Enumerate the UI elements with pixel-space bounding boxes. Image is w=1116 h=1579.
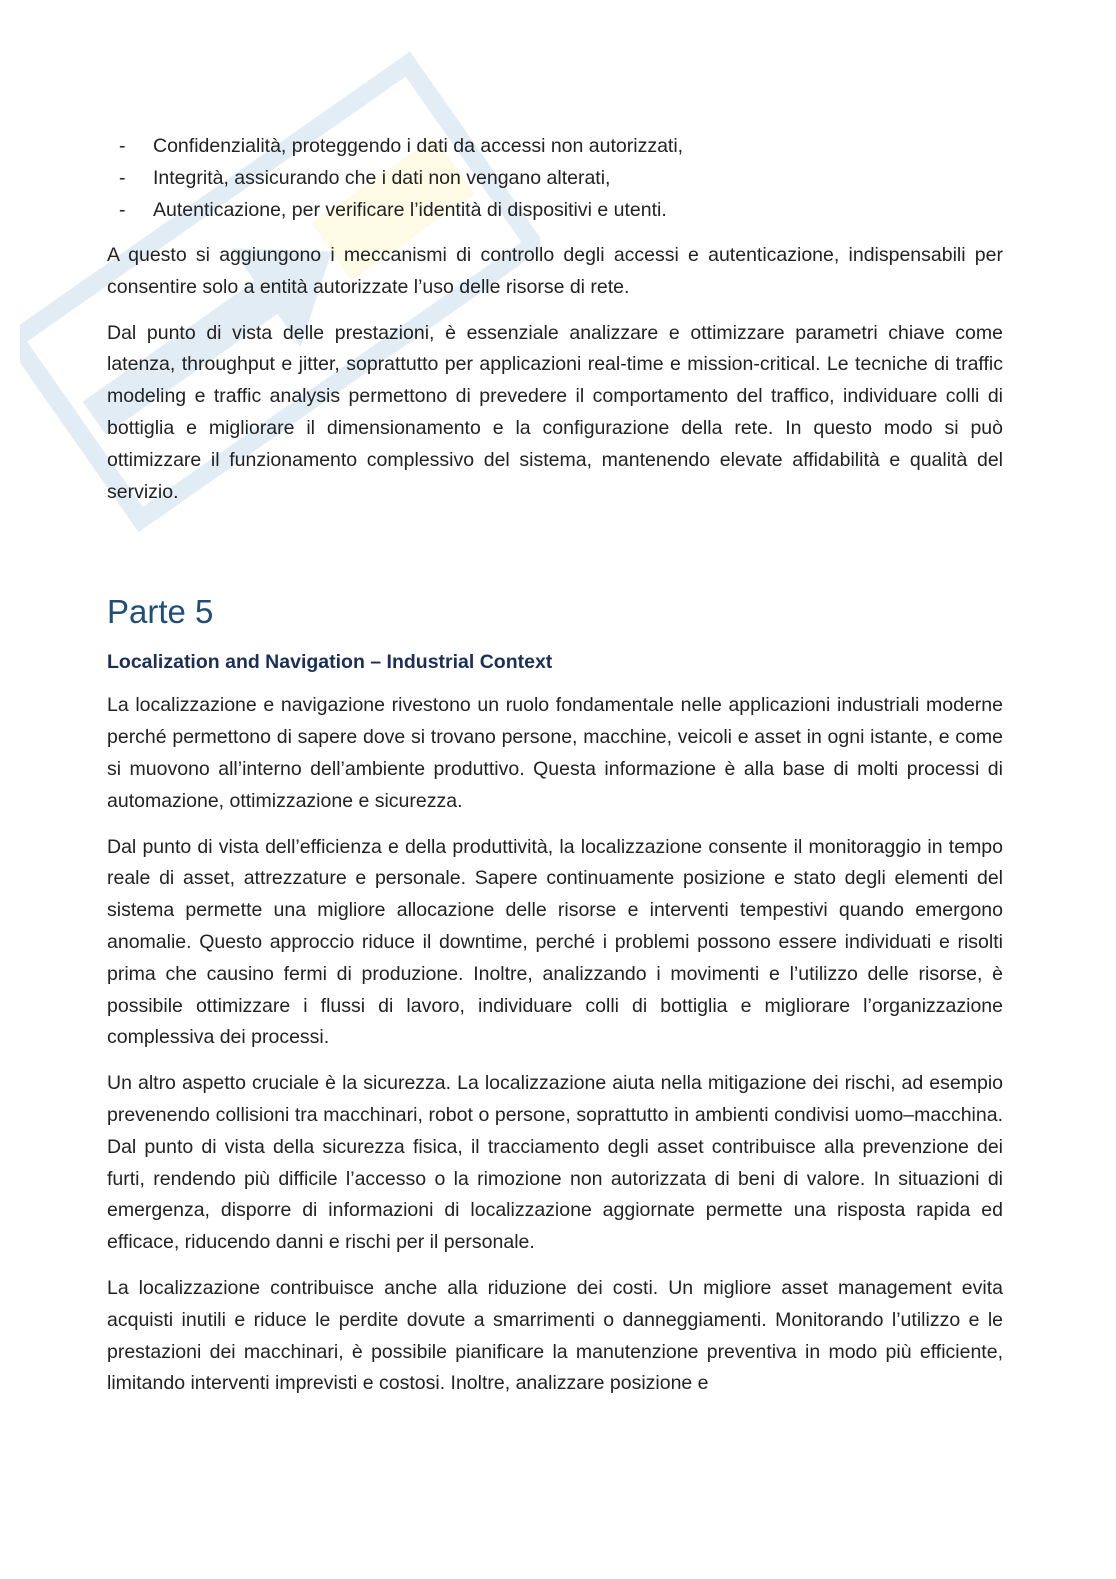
bullet-item xyxy=(107,162,1003,194)
section-subtitle: Localization and Navigation – Industrial Context xyxy=(107,651,553,674)
bullet-item xyxy=(107,130,1003,162)
document-page xyxy=(107,130,1003,1414)
bullet-text: Autenticazione, per verificare l’identità di dispositivi e utenti. xyxy=(153,199,667,221)
bullet-marker: - xyxy=(119,167,126,189)
bullet-marker: - xyxy=(119,135,126,157)
paragraph-localization-intro: La localizzazione e navigazione rivestono un ruolo fondamentale nelle applicazioni industriali moderne perché permettono di sapere dove si trovano persone, macchine, veicoli e asset in ogni istante, e come si muovono all’interno dell’ambiente produttivo. Questa informazione è alla base di molti processi di automazione, ottimizzazione e sicurezza. xyxy=(107,694,1003,812)
bullet-text: Integrità, assicurando che i dati non vengano alterati, xyxy=(153,167,611,189)
bullet-marker: - xyxy=(119,199,126,221)
paragraph-safety: Un altro aspetto cruciale è la sicurezza. La localizzazione aiuta nella mitigazione dei rischi, ad esempio prevenendo collisioni tra macchinari, robot o persone, soprattutto in ambienti condivisi uomo–macchina. Dal punto di vista della sicurezza fisica, il tracciamento degli asset contribuisce alla prevenzione dei furti, rendendo più difficile l’accesso o la rimozione non autorizzata di beni di valore. In situazioni di emergenza, disporre di informazioni di localizzazione aggiornate permette una risposta rapida ed efficace, riducendo danni e rischi per il personale. xyxy=(107,1072,1003,1254)
paragraph-cost-reduction: La localizzazione contribuisce anche alla riduzione dei costi. Un migliore asset management evita acquisti inutili e riduce le perdite dovute a smarrimenti o danneggiamenti. Monitorando l’utilizzo e le prestazioni dei macchinari, è possibile pianificare la manutenzione preventiva in modo più efficiente, limitando interventi imprevisti e costosi. Inoltre, analizzare posizione e xyxy=(107,1276,1003,1395)
paragraph-efficiency: Dal punto di vista dell’efficienza e della produttività, la localizzazione consente il monitoraggio in tempo reale di asset, attrezzature e personale. Sapere continuamente posizione e stato degli elementi del sistema permette una migliore allocazione delle risorse e interventi tempestivi quando emergono anomalie. Questo approccio riduce il downtime, perché i problemi possono essere individuati e risolti prima che causino fermi di produzione. Inoltre, analizzando i movimenti e l’utilizzo delle risorse, è possibile ottimizzare i flussi di lavoro, individuare colli di bottiglia e migliorare l’organizzazione complessiva dei processi. xyxy=(107,835,1003,1049)
bullet-item xyxy=(107,194,1003,226)
paragraph-access-control: A questo si aggiungono i meccanismi di controllo degli accessi e autenticazione, indispensabili per consentire solo a entità autorizzate l’uso delle risorse di rete. xyxy=(107,244,1003,298)
paragraph-performance: Dal punto di vista delle prestazioni, è essenziale analizzare e ottimizzare parametri chiave come latenza, throughput e jitter, soprattutto per applicazioni real-time e mission-critical. Le tecniche di traffic modeling e traffic analysis permettono di prevedere il comportamento del traffico, individuare colli di bottiglia e migliorare il dimensionamento e la configurazione della rete. In questo modo si può ottimizzare il funzionamento complessivo del sistema, mantenendo elevate affidabilità e qualità del servizio. xyxy=(107,321,1003,503)
bullet-text: Confidenzialità, proteggendo i dati da accessi non autorizzati, xyxy=(153,135,684,157)
section-title: Parte 5 xyxy=(107,593,214,631)
bullet-list xyxy=(107,130,1003,226)
